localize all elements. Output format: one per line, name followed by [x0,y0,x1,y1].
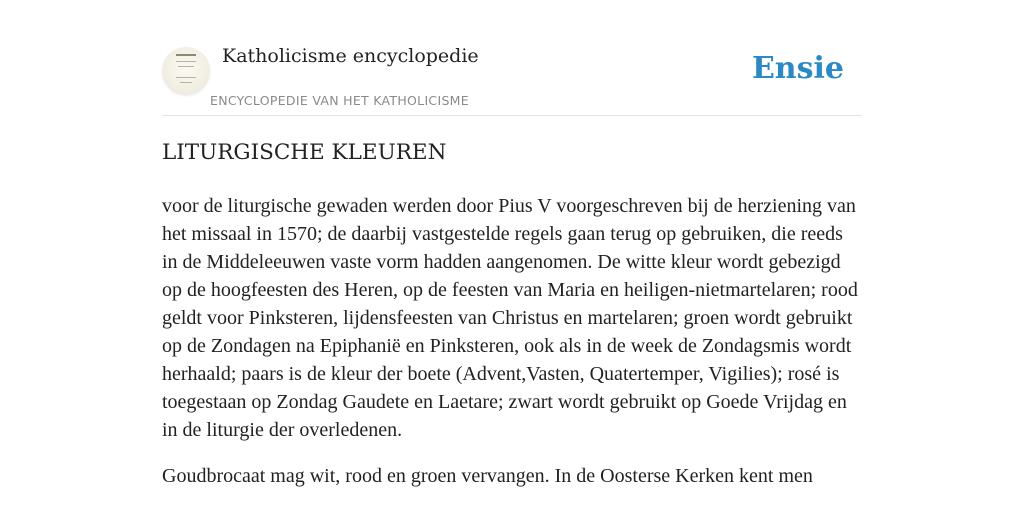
ensie-logo-link[interactable]: Ensie [751,51,844,86]
article-paragraph: voor de liturgische gewaden werden door Pius V voorgeschreven bij de herziening van het missaal in 1570; de daarbij vastgestelde regels gaan terug op gebruiken, die reeds in de Middeleeuwen vaste vorm hadden aangenomen. De witte kleur wordt gebezigd op de hoogfeesten des Heren, op de feesten van Maria en heiligen-nietmartelaren; rood geldt voor Pinksteren, lijdensfeesten van Christus en martelaren; groen wordt gebruikt op de Zondagen na Epiphanië en Pinksteren, ook als in de week de Zondagsmis wordt herhaald; paars is de kleur der boete (Advent,Vasten, Quatertemper, Vigilies); rosé is toegestaan op Zondag Gaudete en Laetare; zwart wordt gebruikt op Goede Vrijdag en in de liturgie der overledenen. [162,195,858,441]
cover-line [178,66,194,67]
article-body [162,192,862,508]
cover-line [176,54,196,56]
site-title-link[interactable]: Katholicisme encyclopedie [222,45,479,67]
site-subtitle: ENCYCLOPEDIE VAN HET KATHOLICISME [210,93,469,108]
cover-line [176,61,196,62]
book-cover-icon[interactable] [162,47,210,95]
site-header [162,0,862,116]
article-paragraph: Goudbrocaat mag wit, rood en groen vervangen. In de Oosterse Kerken kent men [162,465,813,487]
cover-line [180,82,192,83]
content-container [162,0,862,487]
article-title: LITURGISCHE KLEUREN [162,140,447,165]
cover-line [176,77,196,78]
